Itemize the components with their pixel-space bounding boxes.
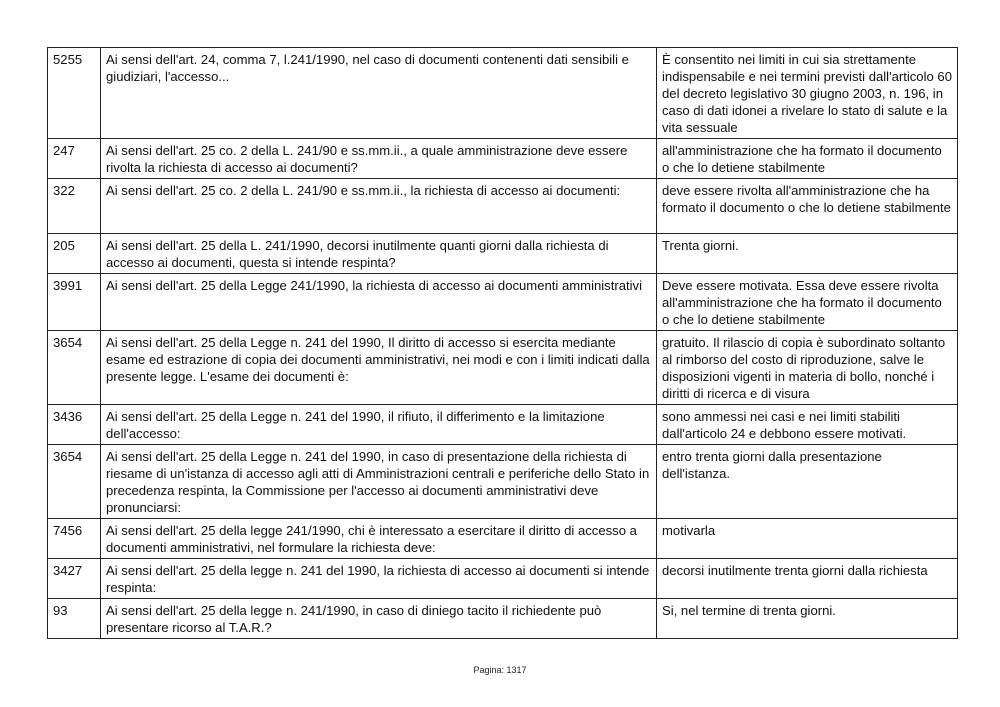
answer-text: sono ammessi nei casi e nei limiti stabiliti dall'articolo 24 e debbono essere motivati. (657, 405, 958, 445)
answer-text: entro trenta giorni dalla presentazione dell'istanza. (657, 445, 958, 519)
question-text: Ai sensi dell'art. 25 co. 2 della L. 241/90 e ss.mm.ii., la richiesta di accesso ai documenti: (101, 179, 657, 234)
table-row (48, 445, 958, 519)
question-id: 5255 (48, 48, 101, 139)
question-id: 322 (48, 179, 101, 234)
table-row (48, 519, 958, 559)
table-row (48, 599, 958, 639)
answer-text: Trenta giorni. (657, 234, 958, 274)
table-row (48, 48, 958, 139)
answer-text: Si, nel termine di trenta giorni. (657, 599, 958, 639)
answer-text: deve essere rivolta all'amministrazione che ha formato il documento o che lo detiene stabilmente (657, 179, 958, 234)
table-row (48, 331, 958, 405)
answer-text: all'amministrazione che ha formato il documento o che lo detiene stabilmente (657, 139, 958, 179)
qa-table-body (48, 48, 958, 639)
table-row (48, 559, 958, 599)
question-id: 3436 (48, 405, 101, 445)
question-text: Ai sensi dell'art. 25 della Legge n. 241 del 1990, Il diritto di accesso si esercita mediante esame ed estrazione di copia dei documenti amministrativi, nei modi e con i limiti indicati dalla presente legge. L'esame dei documenti è: (101, 331, 657, 405)
answer-text: motivarla (657, 519, 958, 559)
table-row (48, 234, 958, 274)
table-row (48, 405, 958, 445)
answer-text: gratuito. Il rilascio di copia è subordinato soltanto al rimborso del costo di riproduzione, salve le disposizioni vigenti in materia di bollo, nonché i diritti di ricerca e di visura (657, 331, 958, 405)
answer-text: decorsi inutilmente trenta giorni dalla richiesta (657, 559, 958, 599)
qa-table (47, 47, 958, 639)
question-text: Ai sensi dell'art. 25 della legge 241/1990, chi è interessato a esercitare il diritto di accesso a documenti amministrativi, nel formulare la richiesta deve: (101, 519, 657, 559)
question-id: 3654 (48, 445, 101, 519)
answer-text: Deve essere motivata. Essa deve essere rivolta all'amministrazione che ha formato il documento o che lo detiene stabilmente (657, 274, 958, 331)
question-text: Ai sensi dell'art. 24, comma 7, l.241/1990, nel caso di documenti contenenti dati sensibili e giudiziari, l'accesso... (101, 48, 657, 139)
table-row (48, 139, 958, 179)
question-id: 7456 (48, 519, 101, 559)
question-text: Ai sensi dell'art. 25 della Legge n. 241 del 1990, il rifiuto, il differimento e la limitazione dell'accesso: (101, 405, 657, 445)
question-id: 93 (48, 599, 101, 639)
question-text: Ai sensi dell'art. 25 della L. 241/1990, decorsi inutilmente quanti giorni dalla richiesta di accesso ai documenti, questa si intende respinta? (101, 234, 657, 274)
question-text: Ai sensi dell'art. 25 della legge n. 241 del 1990, la richiesta di accesso ai documenti si intende respinta: (101, 559, 657, 599)
question-text: Ai sensi dell'art. 25 della Legge 241/1990, la richiesta di accesso ai documenti amministrativi (101, 274, 657, 331)
question-id: 3654 (48, 331, 101, 405)
question-text: Ai sensi dell'art. 25 co. 2 della L. 241/90 e ss.mm.ii., a quale amministrazione deve essere rivolta la richiesta di accesso ai documenti? (101, 139, 657, 179)
question-id: 3427 (48, 559, 101, 599)
question-id: 3991 (48, 274, 101, 331)
page-number: Pagina: 1317 (473, 665, 527, 675)
question-id: 247 (48, 139, 101, 179)
question-id: 205 (48, 234, 101, 274)
table-row (48, 179, 958, 234)
question-text: Ai sensi dell'art. 25 della legge n. 241/1990, in caso di diniego tacito il richiedente può presentare ricorso al T.A.R.? (101, 599, 657, 639)
question-text: Ai sensi dell'art. 25 della Legge n. 241 del 1990, in caso di presentazione della richiesta di riesame di un'istanza di accesso agli atti di Amministrazioni centrali e periferiche dello Stato in precedenza respinta, la Commissione per l'accesso ai documenti amministrativi deve pronunciarsi: (101, 445, 657, 519)
table-row (48, 274, 958, 331)
answer-text: È consentito nei limiti in cui sia strettamente indispensabile e nei termini previsti dall'articolo 60 del decreto legislativo 30 giugno 2003, n. 196, in caso di dati idonei a rivelare lo stato di salute e la vita sessuale (657, 48, 958, 139)
